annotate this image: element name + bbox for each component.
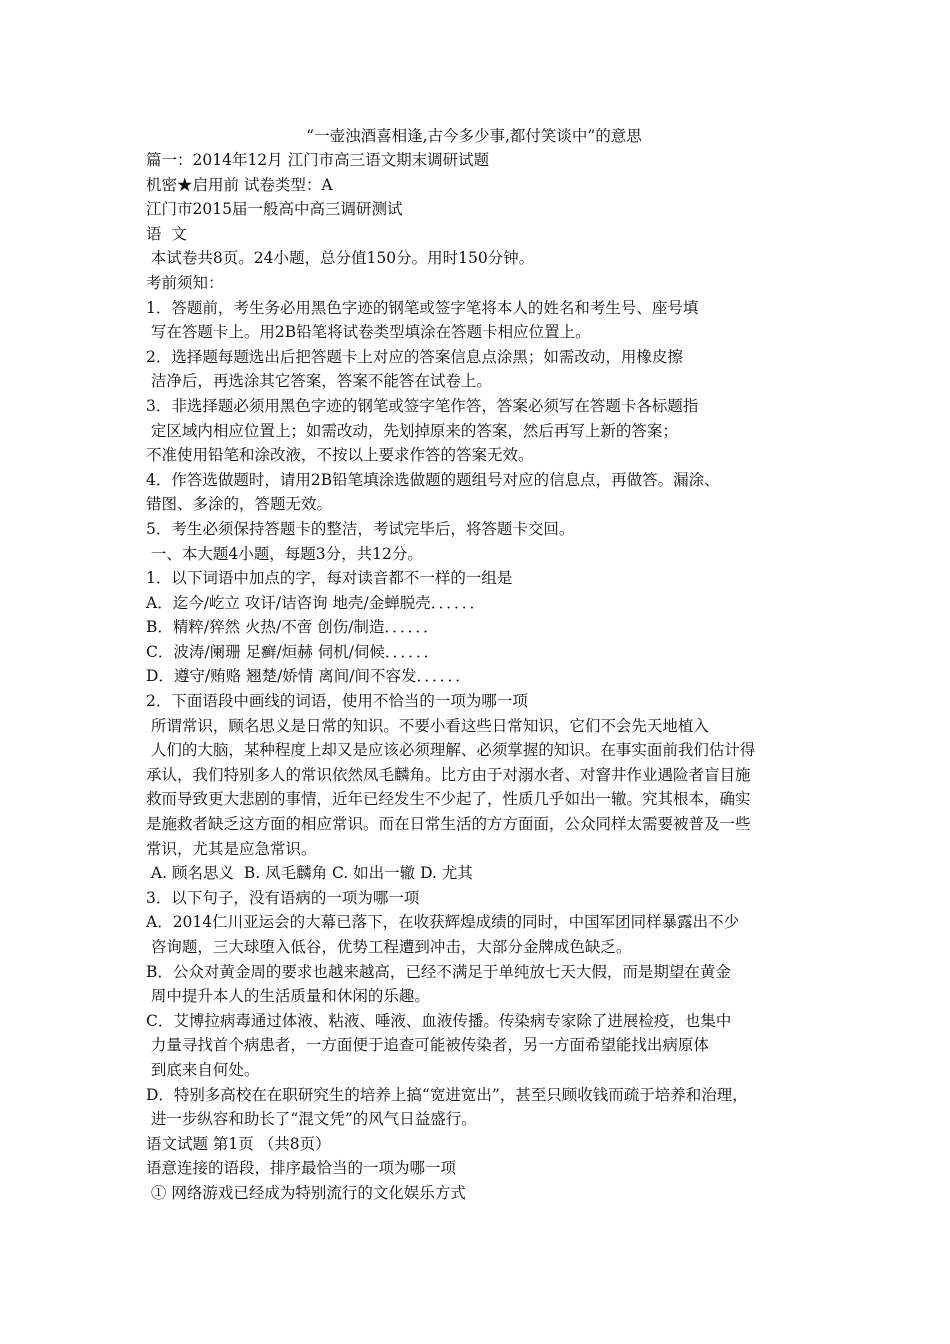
text-line: 进一步纵容和助长了“混文凭”的风气日益盛行。 [146,1110,477,1129]
text-line: 周中提升本人的生活质量和休闲的乐趣。 [146,987,430,1006]
text-line: 到底来自何处。 [146,1060,260,1079]
document-title: “一壶浊酒喜相逢,古今多少事,都付笑谈中”的意思 [306,127,642,145]
text-line: 承认，我们特别多人的常识依然凤毛麟角。比方由于对溺水者、对窨井作业遇险者盲目施 [146,765,751,784]
document-body [146,148,810,1206]
text-line: 是施救者缺乏这方面的相应常识。而在日常生活的方方面面，公众同样太需要被普及一些 [146,815,751,834]
text-line: 1．答题前，考生务必用黑色字迹的钢笔或签字笔将本人的姓名和考生号、座号填 [146,298,699,317]
text-line: 2．下面语段中画线的词语，使用不恰当的一项为哪一项 [146,692,528,711]
text-line: A. 顾名思义 B. 凤毛麟角 C. 如出一辙 D. 尤其 [146,864,473,883]
text-line: 本试卷共8页。24小题，总分值150分。用时150分钟。 [146,249,535,268]
text-line: 3．以下句子，没有语病的一项为哪一项 [146,888,420,907]
text-line: 篇一：2014年12月 江门市高三语文期末调研试题 [146,151,490,169]
text-line: 3．非选择题必须用黑色字迹的钢笔或签字笔作答，答案必须写在答题卡各标题指 [146,396,699,415]
text-line: A．2014仁川亚运会的大幕已落下，在收获辉煌成绩的同时，中国军团同样暴露出不少 [146,913,740,932]
text-line: 人们的大脑，某种程度上却又是应该必须理解、必须掌握的知识。在事实面前我们估计得 [146,741,756,760]
text-line: 机密★启用前 试卷类型：A [146,175,333,194]
text-line: 考前须知： [146,273,224,292]
text-line: 洁净后，再选涂其它答案，答案不能答在试卷上。 [146,372,492,391]
text-line: ① 网络游戏已经成为特别流行的文化娱乐方式 [146,1183,466,1202]
text-line: 救而导致更大悲剧的事情，近年已经发生不少起了，性质几乎如出一辙。究其根本，确实 [146,790,751,809]
text-line: 一、本大题4小题，每题3分，共12分。 [146,544,423,563]
text-line: 所谓常识，顾名思义是日常的知识。不要小看这些日常知识，它们不会先天地植入 [146,716,709,735]
text-line: D．遵守/贿赂 翘楚/娇情 离间/间不容发．．．．．． [146,667,471,686]
text-line: C．波涛/阑珊 足癣/烜赫 伺机/伺候．．．．．． [146,642,440,661]
text-line: 2．选择题每题选出后把答题卡上对应的答案信息点涂黑；如需改动，用橡皮擦 [146,347,683,366]
text-line: C．艾博拉病毒通过体液、粘液、唾液、血液传播。传染病专家除了进展检疫，也集中 [146,1011,732,1030]
text-line: 写在答题卡上。用2B铅笔将试卷类型填涂在答题卡相应位置上。 [146,323,591,342]
text-line: B．精粹/猝然 火热/不啻 创伤/制造．．．．．． [146,618,439,637]
text-line: 错图、多涂的，答题无效。 [146,495,333,514]
text-line: D．特别多高校在在职研究生的培养上搞“宽进宽出”，甚至只顾收钱而疏于培养和治理， [146,1085,748,1104]
text-line: 咨询题，三大球堕入低谷，优势工程遭到冲击，大部分金牌成色缺乏。 [146,938,632,956]
text-line: 不准使用铅笔和涂改液，不按以上要求作答的答案无效。 [146,446,534,465]
document-page [146,124,810,1206]
text-line: A．迄今/屹立 攻讦/诘咨询 地壳/金蝉脱壳．．．．．． [146,593,485,612]
text-line: 语 文 [146,224,187,243]
text-line: 语意连接的语段，排序最恰当的一项为哪一项 [146,1159,457,1178]
text-line: 定区域内相应位置上；如需改动，先划掉原来的答案，然后再写上新的答案； [146,421,678,440]
text-line: 力量寻找首个病患者，一方面便于追查可能被传染者，另一方面希望能找出病原体 [146,1036,709,1055]
text-line: 1．以下词语中加点的字，每对读音都不一样的一组是 [146,569,513,588]
text-line: 4．作答选做题时，请用2B铅笔填涂选做题的题组号对应的信息点，再做答。漏涂、 [146,470,720,489]
text-line: B．公众对黄金周的要求也越来越高，已经不满足于单纯放七天大假，而是期望在黄金 [146,962,731,981]
text-line: 江门市2015届一般高中高三调研测试 [146,200,403,219]
text-line: 5．考生必须保持答题卡的整洁，考试完毕后，将答题卡交回。 [146,519,575,538]
text-line: 常识，尤其是应急常识。 [146,839,317,858]
page-footer: 语文试题 第1页 （共8页） [146,1134,331,1153]
